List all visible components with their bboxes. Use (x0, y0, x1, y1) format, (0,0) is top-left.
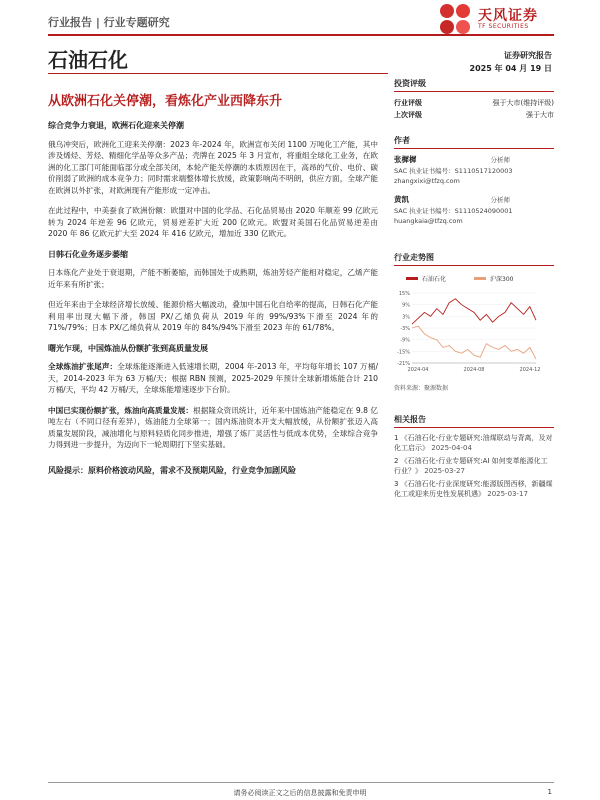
author-role: 分析师 (490, 156, 510, 164)
y-tick-label: -9% (400, 337, 410, 344)
y-tick-label: -3% (400, 326, 410, 332)
logo-en: TF SECURITIES (478, 23, 529, 30)
report-type: 证券研究报告 (504, 51, 552, 60)
footer-disclaimer: 请务必阅读正文之后的信息披露和免责申明 (233, 789, 367, 797)
x-tick-label: 2024-12 (519, 367, 541, 373)
rating-key: 上次评级 (394, 111, 422, 119)
paragraph-lead-bold: 全球炼油扩张尾声：全球炼能逐渐进入低速增长期，2004 年-2013 年，平均每年增长 107 万桶/天，2014-2023 年为 63 万桶/天；根据 RBN 预测，2025-2029 年预计全球新增炼能合计 210 万桶/天，平均 42 万桶/天，全球炼能增速逐步下台阶。 (48, 362, 379, 394)
company-logo (438, 2, 558, 36)
paragraph-lead: 中国已实现份额扩张，炼油向高质量发展： (48, 405, 194, 415)
author-email[interactable]: huangkaia@tfzq.com (394, 217, 463, 225)
title-rule (48, 73, 388, 74)
y-tick-label: 9% (402, 302, 410, 309)
paragraph: 俄乌冲突后，欧洲化工迎来关停潮：2023 年-2024 年，欧洲宣布关闭 1100 万吨化工产能，其中涉及烯烃、芳烃、精细化学品等众多产品；壳牌在 2025 年 3 月宣布，将重组全球化工业务，在欧洲的化工部门可能面临部分或全部关闭，本轮产能关停潮的本质原因在于，高昂的气价、电价、碳价削弱了欧洲的成本竞争力；同时需求端整体增长放缓，政策影响尚不明朗，供应方面，全球产能在欧洲以外扩张，对欧洲现有产能形成一定冲击。 (48, 139, 378, 195)
x-tick-label: 2024-08 (463, 367, 485, 373)
rating-value: 强于大市 (526, 111, 554, 119)
legend-swatch (406, 277, 418, 280)
paragraph: 日本炼化产业处于衰退期，产能不断萎缩，而韩国处于成熟期，炼油芳烃产能相对稳定，乙烯产能近年来有所扩张； (48, 268, 378, 289)
sidebar (394, 78, 554, 502)
rating-row (394, 97, 554, 109)
related-report-date: 2025-03-17 (487, 490, 528, 498)
paragraph: 在此过程中，中美蚕食了欧洲份额：欧盟对中国的化学品、石化品贸易由 2020 年顺差 99 亿欧元转为 2024 年逆差 96 亿欧元，贸易逆差扩大近 200 亿欧元。欧盟对美国石化品贸易逆差由 2020 年 86 亿欧元扩大至 2024 年 416 亿欧元，增加近 330 亿欧元。 (48, 206, 378, 238)
trend-chart-svg (394, 271, 554, 381)
related-report-text: 1 《石油石化-行业专题研究:油煤联动与背离，及对化工启示》 (394, 434, 553, 452)
author-name: 张樨樨 (394, 155, 417, 164)
legend-label: 沪深300 (490, 276, 514, 283)
paragraph-lead: 全球炼油扩张尾声： (48, 362, 118, 371)
x-tick-label: 2024-04 (407, 367, 429, 373)
author-name: 黄凯 (394, 195, 409, 204)
section-heading: 综合竞争力衰退，欧洲石化迎来关停潮 (48, 121, 184, 130)
related-report[interactable] (394, 479, 554, 499)
series-line (412, 299, 536, 324)
headline: 从欧洲石化关停潮，看炼化产业西降东升 (48, 94, 283, 109)
related-title: 相关报告 (394, 414, 554, 428)
sector-title: 石油石化 (48, 48, 128, 72)
risk-warning: 风险提示：原料价格波动风险，需求不及预期风险，行业竞争加剧风险 (48, 465, 296, 475)
series-line (412, 326, 536, 359)
related-report-date: 2025-04-04 (431, 444, 472, 452)
author-cert: SAC 执业证书编号：S1110517120003 (394, 167, 513, 175)
y-tick-label: 15% (398, 291, 410, 297)
report-category: 行业报告 | 行业专题研究 (48, 16, 170, 29)
rating-title: 投资评级 (394, 78, 554, 92)
logo-cn: 天风证券 (478, 8, 538, 24)
related-report[interactable] (394, 456, 554, 476)
paragraph: 但近年来由于全球经济增长放缓、能源价格大幅波动，叠加中国石化自给率的提高，日韩石化产能利用率出现大幅下滑，韩国 PX/乙烯负荷从 2019 年的 99%/93%下滑至 2024 年的 71%/79%；日本 PX/乙烯负荷从 2019 年的 84%/94%下滑至 2023 年的 61/78%。 (48, 300, 378, 332)
author-role: 分析师 (490, 196, 510, 204)
legend-label: 石油石化 (422, 276, 447, 283)
logo-mark-icon (438, 2, 472, 36)
page-number: 1 (547, 788, 552, 796)
author-email[interactable]: zhangxixi@tfzq.com (394, 177, 460, 185)
related-report-text: 3 《石油石化-行业深度研究:能源版图西移，新疆煤化工或迎来历史性发展机遇》 (394, 480, 553, 498)
rating-key: 行业评级 (394, 99, 422, 107)
y-tick-label: -15% (397, 349, 410, 356)
author-block (394, 194, 554, 226)
footer-rule (48, 782, 554, 783)
section-heading: 日韩石化业务逐步萎缩 (48, 249, 128, 259)
rating-row (394, 109, 554, 121)
y-tick-label: -21% (397, 361, 410, 367)
top-rule (48, 34, 554, 36)
main-body (48, 120, 378, 483)
legend-swatch (474, 277, 486, 280)
related-report-date: 2025-03-27 (424, 467, 465, 475)
rating-value: 强于大市(维持评级) (492, 99, 554, 107)
author-cert: SAC 执业证书编号：S1110524090001 (394, 207, 513, 215)
related-report-text: 2 《石油石化-行业专题研究:AI 如何变革能源化工行业？》 (394, 457, 548, 475)
y-tick-label: 3% (402, 314, 410, 321)
chart-section-title: 行业走势图 (394, 252, 554, 266)
author-block (394, 154, 554, 186)
paragraph-lead-bold: 中国已实现份额扩张，炼油向高质量发展：根据隆众资讯统计，近年来中国炼油产能稳定在 9.8 亿吨左右（不同口径有差异），炼油能力全球第一；国内炼油资本开支大幅放缓，从份额扩张迈入高质量发展阶段，减油增化与原料轻质化同步推进，增强了炼厂灵活性与低成本优势，全球综合竞争力得到进一步提升，为迈向下一轮周期打下坚实基础。 (48, 405, 379, 449)
trend-chart (394, 271, 554, 381)
report-date: 2025 年 04 月 19 日 (469, 64, 552, 73)
chart-source: 资料来源：聚源数据 (394, 385, 449, 392)
section-heading: 曙光乍现，中国炼油从份额扩张到高质量发展 (48, 343, 208, 353)
authors-title: 作者 (394, 135, 554, 149)
related-report[interactable] (394, 433, 554, 453)
